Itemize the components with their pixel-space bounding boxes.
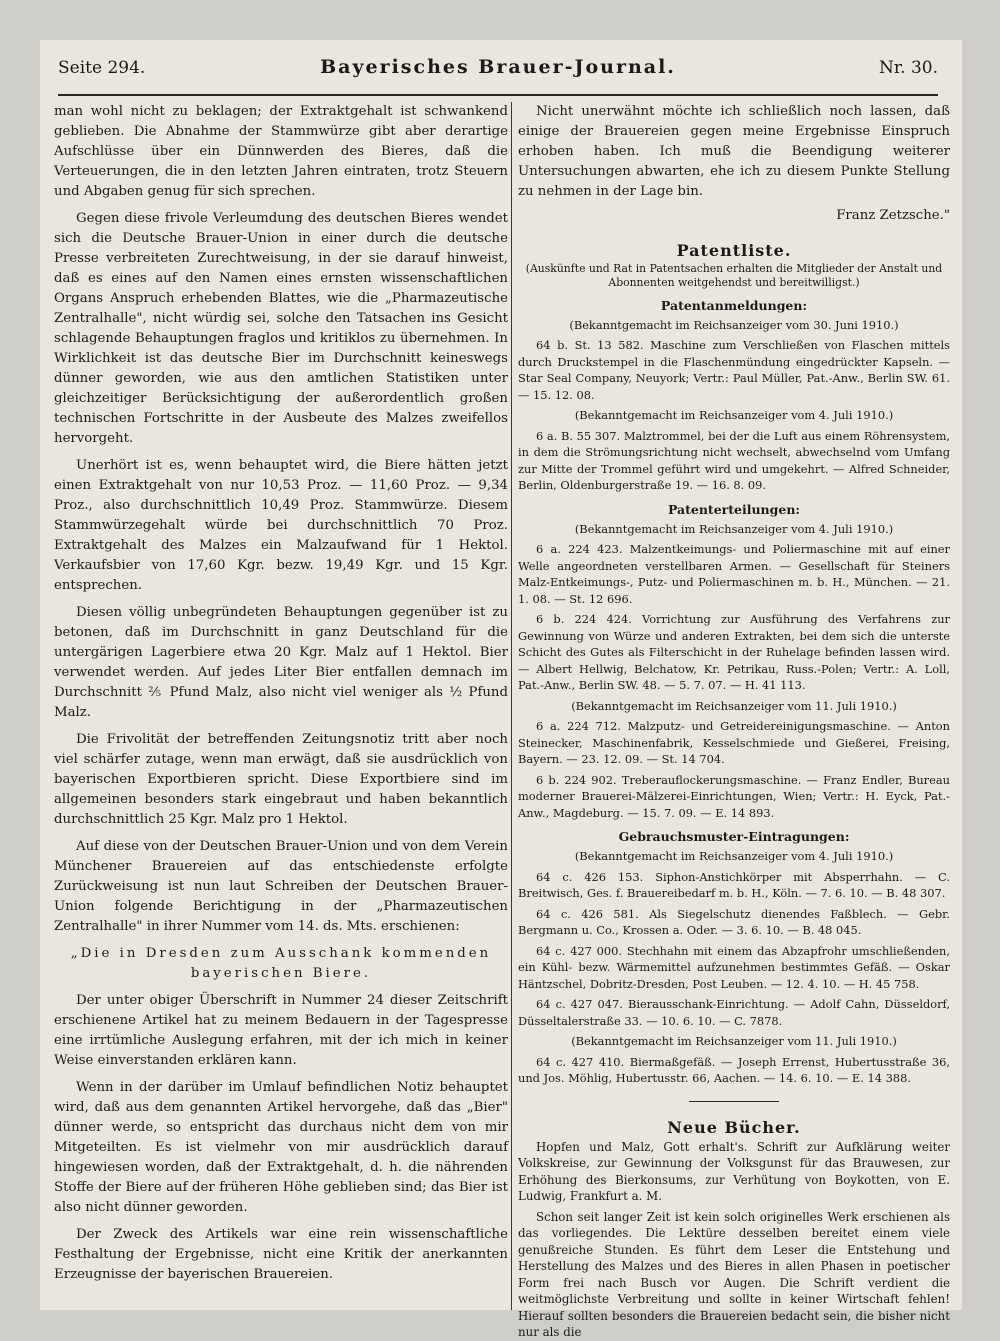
patent-entry: 64 b. St. 13 582. Maschine zum Verschließen von Flaschen mittels durch Druckstempel in die Flaschenmündung eingedrückter Kapseln. — Star Seal Company, Neuyork; Vertr.: Paul Müller, Pat.-Anw., Berlin SW. 61. — 15. 12. 08. <box>518 338 950 402</box>
patent-entry: 6 a. B. 55 307. Malztrommel, bei der die Luft aus einem Röhrensystem, in dem die Strömungsrichtung nicht wechselt, abwechselnd vom Umfang zur Mitte der Trommel geführt wird und umgekehrt. — Alfred Schneider, Berlin, Oldenburgerstraße 19. — 16. 8. 09. <box>518 428 950 492</box>
publication-notice: (Bekanntgemacht im Reichsanzeiger vom 4. Juli 1910.) <box>574 408 894 422</box>
quoted-article-title: „Die in Dresden zum Ausschank kommenden bayerischen Biere. <box>70 946 492 981</box>
section-heading-neue-buecher: Neue Bücher. <box>667 1117 801 1137</box>
paragraph: Wenn in der darüber im Umlauf befindlichen Notiz behauptet wird, daß aus dem genannten Artikel hervorgehe, daß das „Bier" dünner werde, so entspricht das durchaus nicht dem von mir Mitgeteilten. Es ist vielmehr von mir ausdrücklich darauf hingewiesen worden, daß der Extraktgehalt, d. h. die nährenden Stoffe der Biere auf der früheren Höhe geblieben sind; das Bier ist also nicht dünner geworden. <box>54 1080 508 1215</box>
patent-entry: 64 c. 426 153. Siphon-Anstichkörper mit Absperrhahn. — C. Breitwisch, Ges. f. Brauereibedarf m. b. H., Köln. — 7. 6. 10. — B. 48 307. <box>518 869 950 900</box>
paragraph: Die Frivolität der betreffenden Zeitungsnotiz tritt aber noch viel schärfer zutage, wenn man erwägt, daß sie ausdrücklich von bayerischen Exportbieren spricht. Diese Exportbiere sind im allgemeinen besonders stark eingebraut und haben bekanntlich durchschnittlich 25 Kgr. Malz pro 1 Hektol. <box>54 732 508 827</box>
paragraph: Auf diese von der Deutschen Brauer-Union und von dem Verein Münchener Brauereien auf das entschiedenste erfolgte Zurückweisung ist nun laut Schreiben der Deutschen Brauer-Union folgende Berichtigung in der „Pharmazeutischen Zentralhalle" in ihrer Nummer vom 14. ds. Mts. erschienen: <box>54 839 508 934</box>
patent-entry: 6 a. 224 423. Malzentkeimungs- und Poliermaschine mit auf einer Welle angeordneten verstellbaren Armen. — Gesellschaft für Steiners Malz-Entkeimungs-, Putz- und Poliermaschinen m. b. H., München. — 21. 1. 08. — St. 12 696. <box>518 542 950 606</box>
publication-notice: (Bekanntgemacht im Reichsanzeiger vom 11. Juli 1910.) <box>571 1034 897 1048</box>
patent-entry: 64 c. 427 410. Biermaßgefäß. — Joseph Errenst, Hubertusstraße 36, und Jos. Möhlig, Hubertusstr. 66, Aachen. — 14. 6. 10. — E. 14 388. <box>518 1054 950 1085</box>
subheading-erteilungen: Patenterteilungen: <box>667 501 801 517</box>
right-column <box>518 102 950 1339</box>
page-header <box>58 54 938 96</box>
patent-entry: 6 b. 224 902. Treberauflockerungsmaschine. — Franz Endler, Bureau moderner Brauerei-Mälzerei-Einrichtungen, Wien; Vertr.: H. Eyck, Pat.-Anw., Magdeburg. — 15. 7. 09. — E. 14 893. <box>518 772 950 820</box>
paragraph: Unerhört ist es, wenn behauptet wird, die Biere hätten jetzt einen Extraktgehalt von nur 10,53 Proz. — 11,60 Proz. — 9,34 Proz., also durchschnittlich 10,49 Proz. Stammwürze. Diesem Stammwürzegehalt würde bei durchschnittlich 70 Proz. Extraktgehalt des Malzes ein Malzaufwand für 1 Hektol. Verkaufsbier von 17,60 Kgr. bezw. 19,49 Kgr. und 15 Kgr. entsprechen. <box>54 458 508 593</box>
patent-entry: 64 c. 427 000. Stechhahn mit einem das Abzapfrohr umschließenden, ein Kühl- bezw. Wärmemittel aufzunehmen bestimmtes Gefäß. — Oskar Häntzschel, Dobritz-Dresden, Post Leuben. — 12. 4. 10. — H. 45 758. <box>518 943 950 991</box>
left-column <box>54 102 508 1310</box>
paragraph: man wohl nicht zu beklagen; der Extraktgehalt ist schwankend geblieben. Die Abnahme der Stammwürze gibt aber derartige Aufschlüsse über ein Dünnwerden des Bieres, daß die Verteuerungen, die in den letzten Jahren eintraten, trotz Steuern und Abgaben genug für sich sprechen. <box>54 104 508 199</box>
subheading-anmeldungen: Patentanmeldungen: <box>660 297 808 313</box>
journal-title: Bayerisches Brauer-Journal. <box>320 56 676 78</box>
publication-notice: (Bekanntgemacht im Reichsanzeiger vom 4. Juli 1910.) <box>574 521 894 536</box>
issue-number: Nr. 30. <box>879 58 938 78</box>
paragraph: Gegen diese frivole Verleumdung des deutschen Bieres wendet sich die Deutsche Brauer-Union in einer durch die deutsche Presse verbreiteten Zurechtweisung, in der sie darauf hinweist, daß es eines auf den Namen eines ernsten wissenschaftlichen Organs Anspruch erhebenden Blattes, wie die „Pharmazeutische Zentralhalle", nicht würdig sei, solche den Tatsachen ins Gesicht schlagende Behauptungen fraglos und kritiklos zu übernehmen. In Wirklichkeit ist das deutsche Bier im Durchschnitt keineswegs dünner geworden, wie aus den amtlichen Statistiken unter gleichzeitiger Berücksichtigung der außerordentlich großen technischen Fortschritte in der Ausbeute des Malzes zweifellos hervorgeht. <box>54 211 508 446</box>
subheading-gebrauchsmuster: Gebrauchsmuster-Eintragungen: <box>618 829 850 844</box>
book-review: Hopfen und Malz, Gott erhalt's. Schrift zur Aufklärung weiter Volkskreise, zur Gewinnung der Volksgunst für das Brauwesen, zur Erhöhung des Bierkonsums, zur Verhütung von Boykotten, von E. Ludwig, Frankfurt a. M. <box>518 1139 950 1203</box>
publication-notice: (Bekanntgemacht im Reichsanzeiger vom 30. Juni 1910.) <box>569 317 899 332</box>
patent-entry: 64 c. 426 581. Als Siegelschutz dienendes Faßblech. — Gebr. Bergmann u. Co., Krossen a. Oder. — 3. 6. 10. — B. 48 045. <box>518 906 950 937</box>
page-number: Seite 294. <box>58 58 146 78</box>
patent-entry: 64 c. 427 047. Bierausschank-Einrichtung. — Adolf Cahn, Düsseldorf, Düsseltalerstraße 33. — 10. 6. 10. — C. 7878. <box>518 997 950 1028</box>
publication-notice: (Bekanntgemacht im Reichsanzeiger vom 4. Juli 1910.) <box>574 849 894 863</box>
section-heading-patentliste: Patentliste. <box>676 240 792 260</box>
book-review: Schon seit langer Zeit ist kein solch originelles Werk erschienen als das vorliegendes. Die Lektüre desselben bereitet einem viele genußreiche Stunden. Es führt dem Leser die Entstehung und Herstellung des Malzes und des Bieres in allen Phasen in poetischer Form frei nach Busch vor Augen. Die Schrift verdient die weitmöglichste Verbreitung und sollte in keiner Wirtschaft fehlen! Hierauf sollten besonders die Brauereien bedacht sein, die bisher nicht nur als die <box>518 1209 950 1339</box>
paragraph: Diesen völlig unbegründeten Behauptungen gegenüber ist zu betonen, daß im Durchschnitt in ganz Deutschland für die untergärigen Lagerbiere etwa 20 Kgr. Malz auf 1 Hektol. Bier verwendet werden. Auf jedes Liter Bier entfallen demnach im Durchschnitt ⅖ Pfund Malz, also nicht viel weniger als ½ Pfund Malz. <box>54 605 508 720</box>
paragraph: Nicht unerwähnt möchte ich schließlich noch lassen, daß einige der Brauereien gegen meine Ergebnisse Einspruch erhoben haben. Ich muß die Beendigung weiterer Untersuchungen abwarten, ehe ich zu diesem Punkte Stellung zu nehmen in der Lage bin. <box>518 104 950 199</box>
section-separator <box>689 1101 779 1102</box>
paragraph: Der Zweck des Artikels war eine rein wissenschaftliche Festhaltung der Ergebnisse, nicht eine Kritik der anerkannten Erzeugnisse der bayerischen Brauereien. <box>54 1227 508 1282</box>
publication-notice: (Bekanntgemacht im Reichsanzeiger vom 11. Juli 1910.) <box>571 698 897 713</box>
paragraph: Der unter obiger Überschrift in Nummer 24 dieser Zeitschrift erschienene Artikel hat zu meinem Bedauern in der Tagespresse eine irrtümliche Auslegung erfahren, mit der ich mich in keiner Weise einverstanden erklären kann. <box>54 993 508 1068</box>
signature: Franz Zetzsche." <box>836 208 950 223</box>
section-subtitle: (Auskünfte und Rat in Patentsachen erhalten die Mitglieder der Anstalt und Abonnenten weitgehendst und bereitwilligst.) <box>525 261 943 289</box>
patent-entry: 6 a. 224 712. Malzputz- und Getreidereinigungsmaschine. — Anton Steinecker, Maschinenfabrik, Kesselschmiede und Gießerei, Freising, Bayern. — 23. 12. 09. — St. 14 704. <box>518 719 950 766</box>
column-divider <box>511 102 512 1310</box>
newspaper-page <box>40 40 962 1339</box>
patent-entry: 6 b. 224 424. Vorrichtung zur Ausführung des Verfahrens zur Gewinnung von Würze und anderen Extrakten, bei dem sich die unterste Schicht des Gutes als Filterschicht in der Ruhelage befinden lassen wird. — Albert Hellwig, Belchatow, Kr. Petrikau, Russ.-Polen; Vertr.: A. Loll, Pat.-Anw., Berlin SW. 48. — 5. 7. 07. — H. 41 113. <box>518 612 950 692</box>
